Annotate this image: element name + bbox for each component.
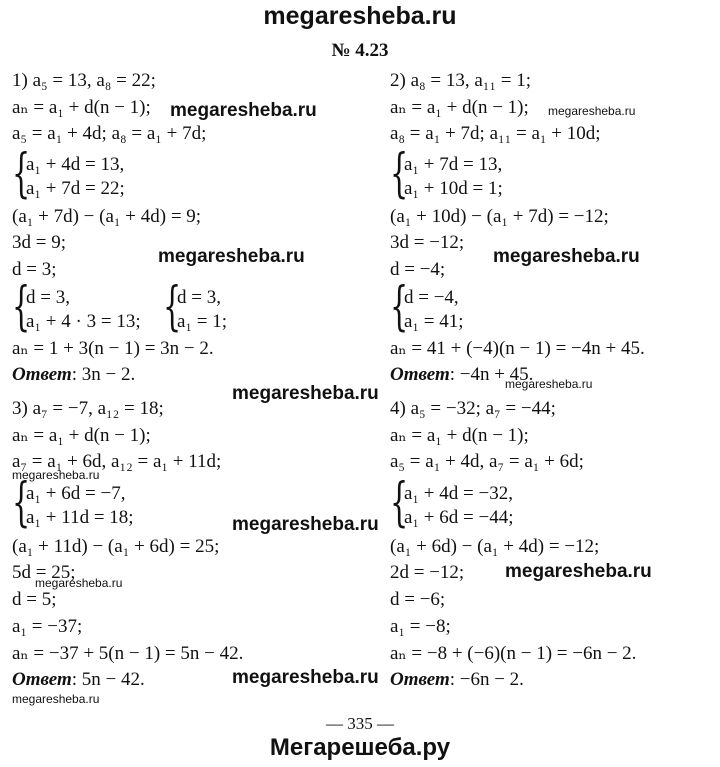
problem-number: № 4.23 — [331, 40, 389, 61]
answer-value: : 5n − 42. — [71, 669, 145, 690]
part4-line-3: a₅ = a₁ + 4d, a₇ = a₁ + 6d; — [390, 451, 584, 472]
part3-line-7: a₁ = −37; — [12, 616, 83, 637]
part2-line-6: d = −4; — [390, 259, 446, 280]
watermark: megaresheba.ru — [548, 104, 636, 118]
site-footer: Мегарешеба.ру — [269, 734, 451, 761]
watermark: megaresheba.ru — [232, 514, 379, 535]
answer-label: Ответ — [12, 669, 72, 690]
part4-line-8: aₙ = −8 + (−6)(n − 1) = −6n − 2. — [390, 643, 637, 664]
part1-line-4: (a₁ + 7d) − (a₁ + 4d) = 9; — [12, 206, 202, 227]
system-brace: { — [12, 473, 31, 533]
system-row: a₁ + 6d = −44; — [404, 507, 514, 528]
system-row: a₁ = 41; — [404, 311, 464, 332]
system-row: a₁ = 1; — [177, 311, 228, 332]
part2-line-3: a₈ = a₁ + 7d; a₁₁ = a₁ + 10d; — [390, 123, 601, 144]
system-row: a₁ + 4 · 3 = 13; — [26, 311, 141, 332]
system-brace: { — [163, 277, 182, 337]
system-row: d = 3, — [26, 287, 70, 308]
system-brace: { — [12, 277, 31, 337]
system-brace: { — [390, 277, 409, 337]
part4-line-5: 2d = −12; — [390, 562, 465, 583]
answer-label: Ответ — [390, 669, 450, 690]
answer-value: : −4n + 45. — [449, 364, 534, 385]
watermark: megaresheba.ru — [505, 377, 593, 391]
part4-line-7: a₁ = −8; — [390, 616, 451, 637]
system-row: a₁ + 10d = 1; — [404, 178, 503, 199]
part3-line-2: aₙ = a₁ + d(n − 1); — [12, 425, 151, 446]
part3-answer — [12, 669, 145, 691]
part2-line-5: 3d = −12; — [390, 232, 465, 253]
system-row: a₁ + 6d = −7, — [26, 483, 126, 504]
watermark: megaresheba.ru — [232, 667, 379, 688]
part3-line-6: d = 5; — [12, 589, 57, 610]
watermark: megaresheba.ru — [170, 100, 317, 121]
watermark: megaresheba.ru — [35, 576, 123, 590]
system-row: a₁ + 7d = 13, — [404, 154, 503, 175]
part3-line-1: 3) a₇ = −7, a₁₂ = 18; — [12, 398, 164, 419]
system-brace: { — [12, 144, 31, 204]
part1-line-6: d = 3; — [12, 259, 57, 280]
watermark: megaresheba.ru — [493, 246, 640, 267]
part1-line-3: a₅ = a₁ + 4d; a₈ = a₁ + 7d; — [12, 123, 207, 144]
watermark: megaresheba.ru — [505, 561, 652, 582]
system-brace: { — [390, 473, 409, 533]
part2-line-1: 2) a₈ = 13, a₁₁ = 1; — [390, 70, 532, 91]
watermark: megaresheba.ru — [158, 246, 305, 267]
system-row: a₁ + 7d = 22; — [26, 178, 125, 199]
answer-label: Ответ — [390, 364, 450, 385]
part1-line-5: 3d = 9; — [12, 232, 66, 253]
system-row: d = −4, — [404, 287, 459, 308]
system-row: a₁ + 4d = −32, — [404, 483, 513, 504]
system-row: a₁ + 4d = 13, — [26, 154, 125, 175]
part4-line-4: (a₁ + 6d) − (a₁ + 4d) = −12; — [390, 536, 600, 557]
part1-line-7: aₙ = 1 + 3(n − 1) = 3n − 2. — [12, 338, 214, 359]
part2-line-7: aₙ = 41 + (−4)(n − 1) = −4n + 45. — [390, 338, 645, 359]
answer-label: Ответ — [12, 364, 72, 385]
part1-line-2: aₙ = a₁ + d(n − 1); — [12, 97, 151, 118]
watermark: megaresheba.ru — [12, 468, 100, 482]
part3-line-3: a₇ = a₁ + 6d, a₁₂ = a₁ + 11d; — [12, 451, 222, 472]
part2-line-4: (a₁ + 10d) − (a₁ + 7d) = −12; — [390, 206, 609, 227]
watermark: megaresheba.ru — [12, 692, 100, 706]
watermark: megaresheba.ru — [232, 383, 379, 404]
system-brace: { — [390, 144, 409, 204]
part3-line-4: (a₁ + 11d) − (a₁ + 6d) = 25; — [12, 536, 220, 557]
page-number: — 335 — — [326, 714, 394, 733]
system-row: a₁ + 11d = 18; — [26, 507, 134, 528]
part4-line-2: aₙ = a₁ + d(n − 1); — [390, 425, 529, 446]
answer-value: : −6n − 2. — [449, 669, 524, 690]
part1-answer — [12, 364, 135, 386]
site-header: megaresheba.ru — [263, 2, 457, 30]
part4-line-6: d = −6; — [390, 589, 446, 610]
part2-line-2: aₙ = a₁ + d(n − 1); — [390, 97, 529, 118]
part4-answer — [390, 669, 524, 691]
answer-value: : 3n − 2. — [71, 364, 136, 385]
system-row: d = 3, — [177, 287, 221, 308]
part1-line-1: 1) a₅ = 13, a₈ = 22; — [12, 70, 156, 91]
part4-line-1: 4) a₅ = −32; a₇ = −44; — [390, 398, 556, 419]
part3-line-8: aₙ = −37 + 5(n − 1) = 5n − 42. — [12, 643, 244, 664]
part3-line-5: 5d = 25; — [12, 562, 76, 583]
